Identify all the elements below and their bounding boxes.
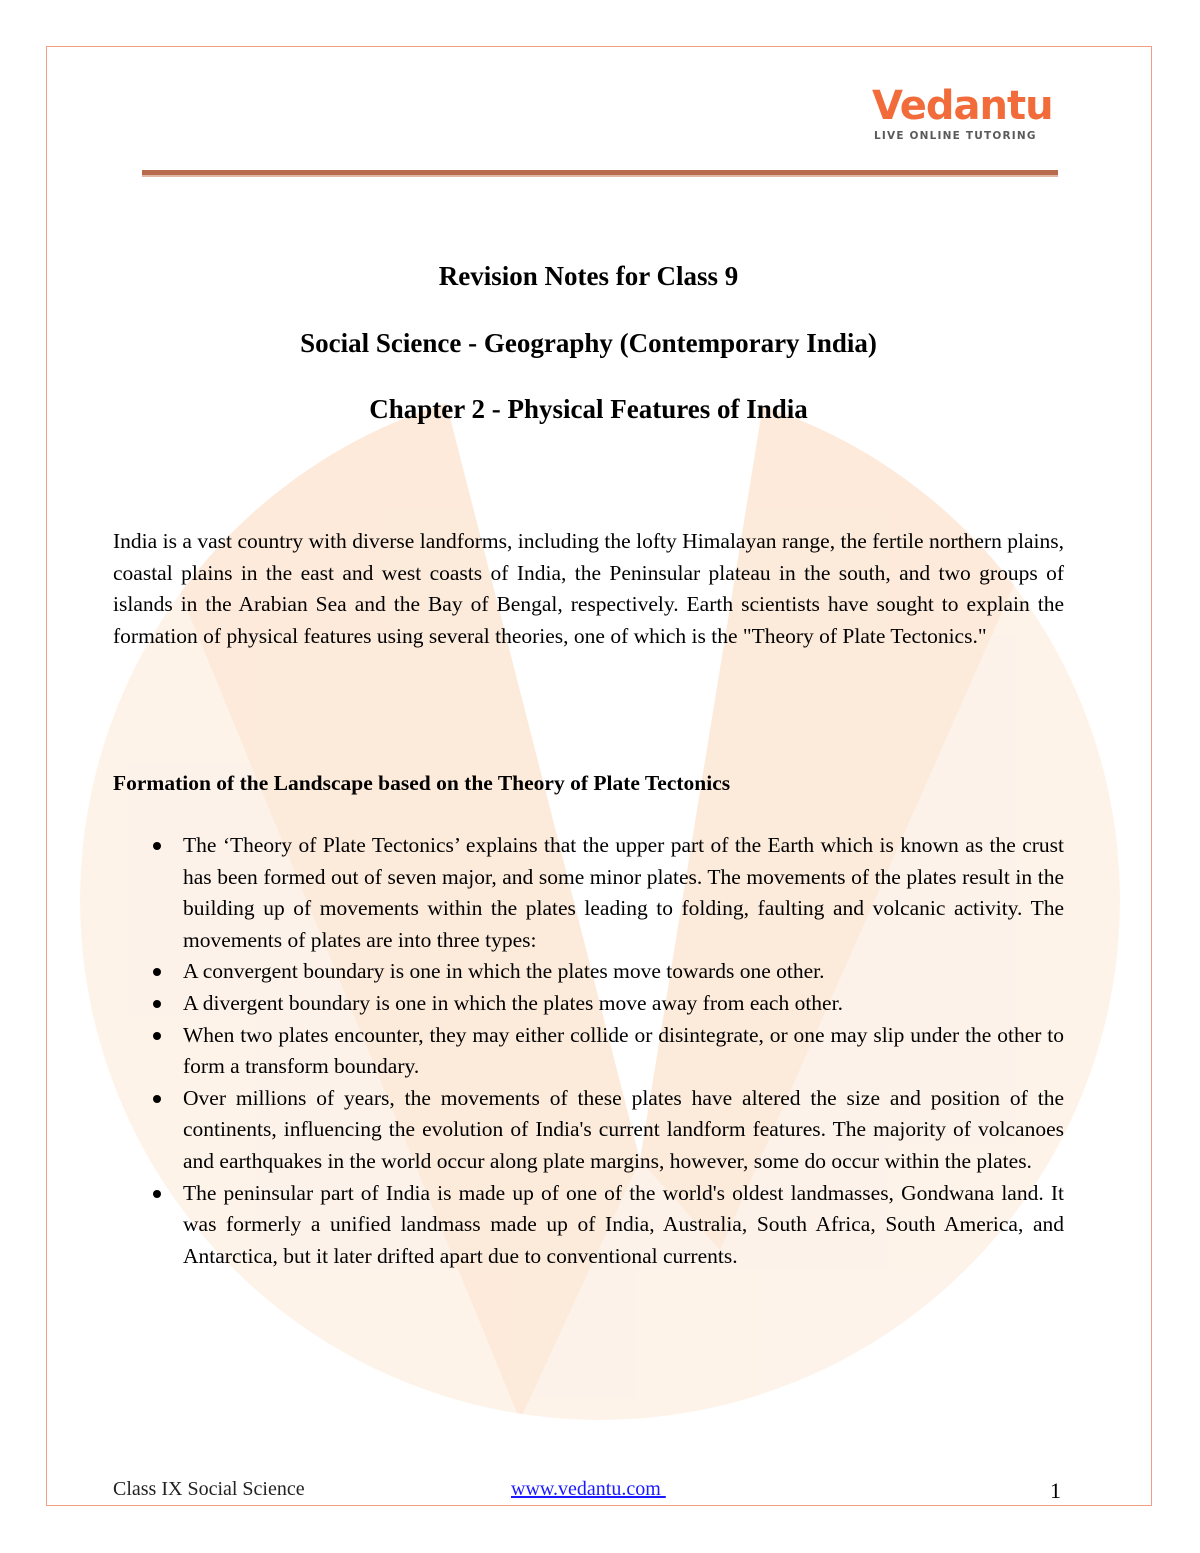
- list-item: [113, 1020, 1064, 1083]
- doc-subject: Social Science - Geography (Contemporary India): [300, 328, 877, 358]
- footer-website-link[interactable]: www.vedantu.com: [511, 1478, 666, 1500]
- bullet-icon: [153, 1190, 161, 1198]
- section-heading: Formation of the Landscape based on the Theory of Plate Tectonics: [113, 771, 731, 795]
- list-item: [113, 1178, 1064, 1273]
- list-item-text: When two plates encounter, they may either collide or disintegrate, or one may slip under the other to form a transform boundary.: [183, 1022, 1064, 1079]
- bullet-icon: [153, 1095, 161, 1103]
- list-item-text: Over millions of years, the movements of these plates have altered the size and position of the continents, influencing the evolution of India's current landform features. The majority of volcanoes and earthquakes in the world occur along plate margins, however, some do occur within the plates.: [183, 1085, 1064, 1173]
- list-item: [113, 956, 1064, 988]
- doc-chapter: Chapter 2 - Physical Features of India: [369, 394, 808, 424]
- logo-wordmark: Vedantu: [872, 83, 1053, 129]
- bullet-icon: [153, 1000, 161, 1008]
- footer-class-label: Class IX Social Science: [113, 1478, 305, 1500]
- bullet-icon: [153, 968, 161, 976]
- bullet-icon: [153, 842, 161, 850]
- bullet-list: [113, 830, 1064, 1272]
- doc-title: Revision Notes for Class 9: [438, 261, 739, 291]
- list-item: [113, 988, 1064, 1020]
- list-item: [113, 830, 1064, 956]
- list-item-text: A divergent boundary is one in which the plates move away from each other.: [183, 990, 843, 1015]
- list-item-text: The ‘Theory of Plate Tectonics’ explains that the upper part of the Earth which is known as the crust has been formed out of seven major, and some minor plates. The movements of the plates result in the building up of movements within the plates leading to folding, faulting and volcanic activity. The movements of plates are into three types:: [183, 833, 1064, 952]
- logo-tagline: LIVE ONLINE TUTORING: [874, 130, 1037, 142]
- list-item-text: The peninsular part of India is made up of one of the world's oldest landmasses, Gondwana land. It was formerly a unified landmass made up of India, Australia, South Africa, South America, and Antarctica, but it later drifted apart due to conventional currents.: [183, 1180, 1064, 1268]
- page-number: 1: [1050, 1478, 1061, 1503]
- header-divider: [142, 170, 1058, 175]
- bullet-icon: [153, 1032, 161, 1040]
- list-item: [113, 1083, 1064, 1178]
- list-item-text: A convergent boundary is one in which the plates move towards one other.: [183, 959, 825, 984]
- vedantu-logo: [872, 82, 1053, 148]
- intro-paragraph: India is a vast country with diverse landforms, including the lofty Himalayan range, the fertile northern plains, coastal plains in the east and west coasts of India, the Peninsular plateau in the south, and two groups of islands in the Arabian Sea and the Bay of Bengal, respectively. Earth scientists have sought to explain the formation of physical features using several theories, one of which is the "Theory of Plate Tectonics.": [113, 529, 1064, 648]
